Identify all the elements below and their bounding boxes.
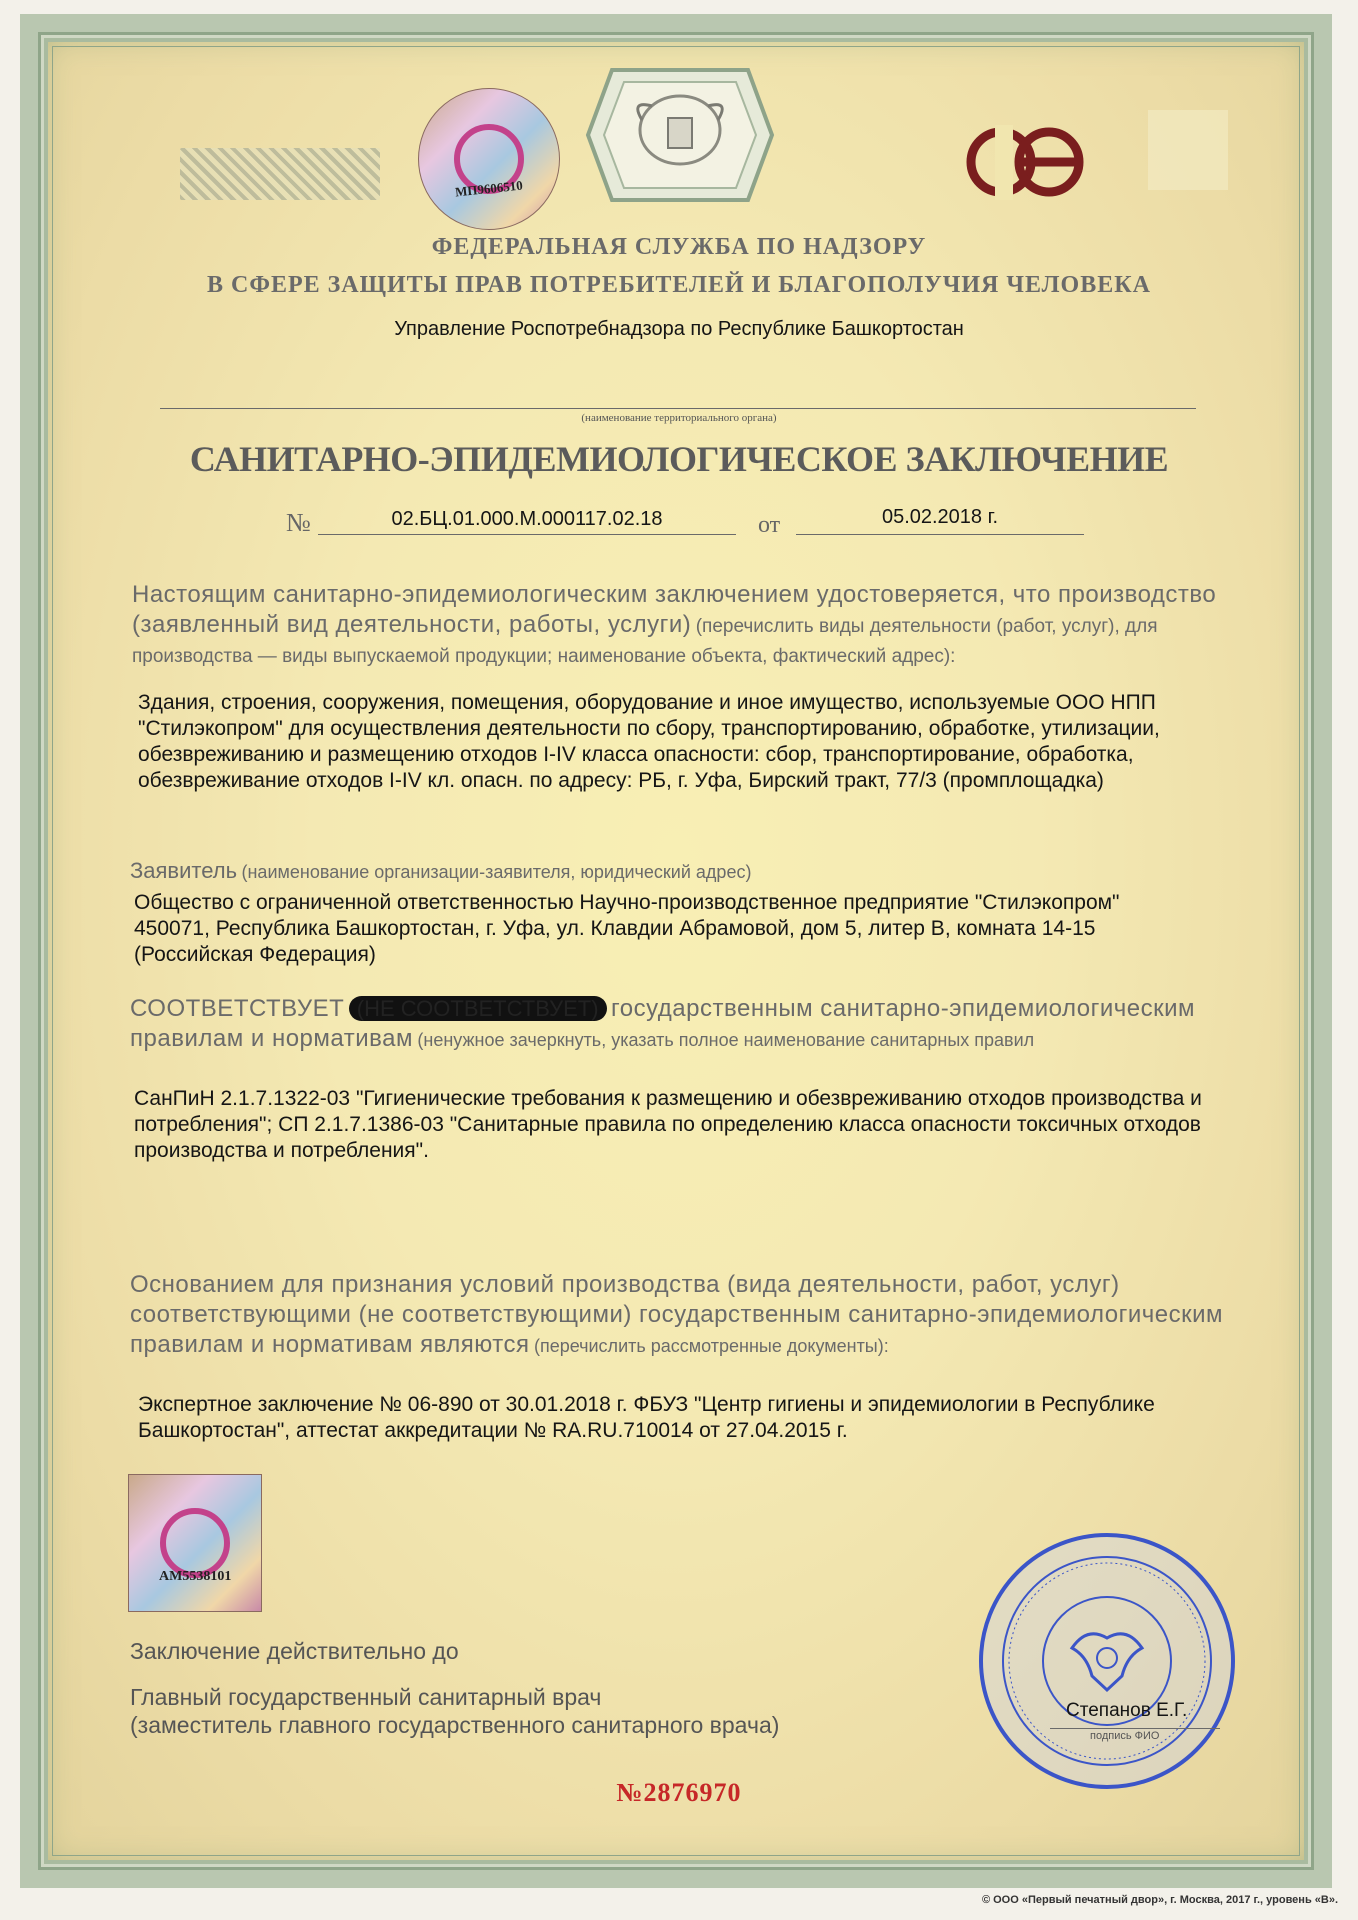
date-underline [796,534,1084,535]
date-label: от [758,512,781,538]
hologram-top-code: МП9606510 [454,177,524,200]
signer-title-1: Главный государственный санитарный врач [130,1684,602,1710]
applicant-header [130,858,1230,884]
document-title: САНИТАРНО-ЭПИДЕМИОЛОГИЧЕСКОЕ ЗАКЛЮЧЕНИЕ [189,439,1169,479]
emblem-medallion [582,60,778,210]
section-production [132,580,1232,672]
number-label: № [286,508,311,537]
hologram-seal-top [418,88,560,230]
conformity-value: СанПиН 2.1.7.1322-03 "Гигиенические требования к размещению и обезвреживанию отходов производства и потребления"; СП 2.1.7.1386-03 "Санитарные правила по определению класса опасности токсичных отходов производства и потребления". [134,1087,1202,1162]
applicant-hint: (наименование организации-заявителя, юридический адрес) [241,862,752,882]
hologram-sticker-bottom [128,1474,262,1612]
basis-block [130,1270,1230,1361]
conformity-label: СООТВЕТСТВУЕТ [130,995,345,1022]
authority-name: Управление Роспотребнадзора по Республике Башкортостан [394,318,964,340]
stamp-seal-icon [976,1530,1238,1792]
signature-underline [1050,1728,1220,1729]
validity-label: Заключение действительно до [130,1638,459,1664]
header-line-2: В СФЕРЕ ЗАЩИТЫ ПРАВ ПОТРЕБИТЕЛЕЙ И БЛАГОПОЛУЧИЯ ЧЕЛОВЕКА [207,272,1151,298]
official-stamp [976,1530,1238,1792]
conformity-struck: (НЕ СООТВЕТСТВУЕТ) [349,996,607,1021]
conformity-text: государственным санитарно-эпидемиологическим правилам и нормативам [130,995,1196,1052]
hologram-bottom-code: АМ5538101 [159,1569,232,1584]
certification-mark-logo [965,125,1085,200]
certificate-date: 05.02.2018 г. [881,506,999,528]
applicant-value: Общество с ограниченной ответственностью Научно-производственное предприятие "Стилэкопром" 450071, Республика Башкортостан, г. Уфа, ул. Клавдии Абрамовой, дом 5, литер В, комната 14-15 (Российская Федерация) [134,891,1120,966]
production-intro: Настоящим санитарно-эпидемиологическим заключением удостоверяется, что производство (заявленный вид деятельности, работы, услуги) [132,581,1217,638]
authority-underline [160,408,1196,409]
corner-light-patch [1148,110,1228,190]
production-hint: (перечислить виды деятельности (работ, услуг), для производства — виды выпускаемой продукции; наименование объекта, фактический адрес): [132,616,1158,667]
printer-note: © ООО «Первый печатный двор», г. Москва, 2017 г., уровень «В». [981,1894,1338,1906]
signature-caption: подпись ФИО [1090,1730,1160,1742]
eagle-emblem-icon [582,60,778,210]
certificate-number: 02.БЦ.01.000.М.000117.02.18 [391,508,663,530]
guilloche-strip [180,148,380,200]
hologram-bottom-emblem [160,1508,230,1578]
number-underline [318,534,736,535]
applicant-label: Заявитель [130,858,238,883]
header-line-1: ФЕДЕРАЛЬНАЯ СЛУЖБА ПО НАДЗОРУ [431,234,927,260]
basis-intro: Основанием для признания условий производства (вида деятельности, работ, услуг) соответствующими (не соответствующими) государственным санитарно-эпидемиологическим правилам и нормативам являются [130,1271,1224,1358]
se-mark-icon [965,125,1085,200]
authority-caption: (наименование территориального органа) [581,412,777,424]
production-value: Здания, строения, сооружения, помещения, оборудование и иное имущество, используемые ООО НПП "Стилэкопром" для осуществления деятельности по сбору, транспортированию, обработке, утилизации, обезвреживанию и размещению отходов I-IV класса опасности: сбор, транспортирование, обработка, обезвреживание отходов I-IV кл. опасн. по адресу: РБ, г. Уфа, Бирский тракт, 77/3 (промплощадка) [138,691,1160,792]
signer-title-2: (заместитель главного государственного санитарного врача) [130,1712,780,1738]
conformity-block [130,994,1230,1055]
conformity-hint: (ненужное зачеркнуть, указать полное наименование санитарных правил [417,1030,1035,1050]
form-number: №2876970 [616,1778,742,1807]
basis-hint: (перечислить рассмотренные документы): [533,1336,889,1356]
signer-name: Степанов Е.Г. [1066,1700,1188,1721]
basis-value: Экспертное заключение № 06-890 от 30.01.2018 г. ФБУЗ "Центр гигиены и эпидемиологии в Республике Башкортостан", аттестат аккредитации № RA.RU.710014 от 27.04.2015 г. [138,1393,1155,1442]
